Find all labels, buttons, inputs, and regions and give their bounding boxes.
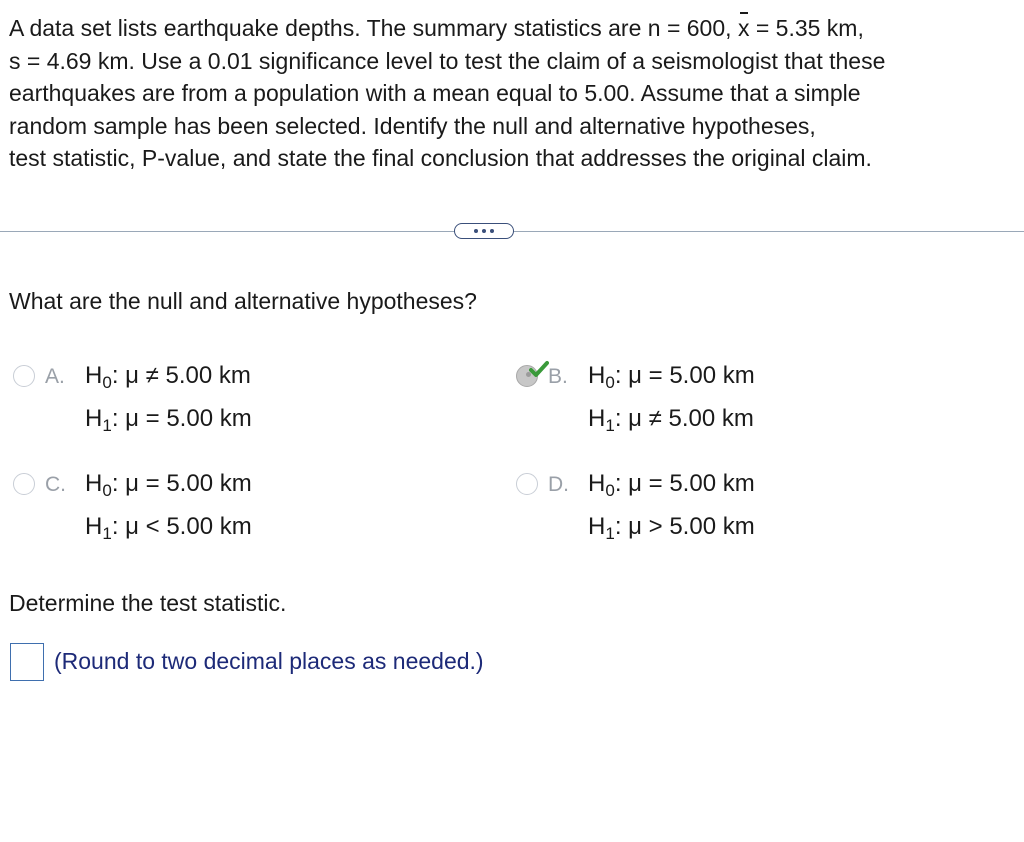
ellipsis-icon — [482, 229, 486, 233]
option-letter: B. — [548, 365, 568, 388]
rounding-hint: (Round to two decimal places as needed.) — [54, 648, 484, 674]
radio-button-a[interactable] — [13, 365, 35, 387]
option-letter: D. — [548, 473, 569, 496]
alternative-hypothesis: $H_1$: μ > 5.00 km — [588, 513, 755, 543]
determine-test-statistic-prompt: Determine the test statistic. — [9, 590, 287, 616]
null-hypothesis: $H_0$: μ = 5.00 km — [588, 362, 755, 392]
option-c[interactable] — [13, 470, 252, 548]
radio-button-d[interactable] — [516, 473, 538, 495]
problem-line-4: random sample has been selected. Identify the null and alternative hypotheses, — [9, 112, 816, 139]
problem-line-1: A data set lists earthquake depths. The summary statistics are n = 600, x = 5.35 km, — [9, 12, 1009, 45]
question-text: What are the null and alternative hypotheses? — [9, 288, 477, 314]
option-b[interactable] — [516, 362, 755, 440]
problem-line-2: s = 4.69 km. Use a 0.01 significance level to test the claim of a seismologist that these — [9, 47, 886, 74]
radio-button-b[interactable] — [516, 365, 538, 387]
radio-button-c[interactable] — [13, 473, 35, 495]
hypotheses — [588, 462, 755, 548]
hypotheses — [85, 462, 252, 548]
test-statistic-input[interactable] — [10, 643, 44, 681]
null-hypothesis: $H_0$: μ ≠ 5.00 km — [85, 362, 251, 392]
expand-more-button[interactable] — [454, 223, 514, 239]
ellipsis-icon — [490, 229, 494, 233]
hypotheses — [85, 354, 252, 440]
option-letter: A. — [45, 365, 65, 388]
problem-line-5: test statistic, P-value, and state the final conclusion that addresses the original claim. — [9, 145, 872, 171]
x-bar-symbol: x — [738, 12, 750, 45]
option-d[interactable] — [516, 470, 755, 548]
null-hypothesis: $H_0$: μ = 5.00 km — [588, 470, 755, 500]
null-hypothesis: $H_0$: μ = 5.00 km — [85, 470, 252, 500]
problem-line-3: earthquakes are from a population with a mean equal to 5.00. Assume that a simple — [9, 80, 861, 106]
alternative-hypothesis: $H_1$: μ < 5.00 km — [85, 513, 252, 543]
option-a[interactable] — [13, 362, 252, 440]
checkmark-icon — [529, 360, 549, 380]
option-letter: C. — [45, 473, 66, 496]
hypotheses — [588, 354, 755, 440]
ellipsis-icon — [474, 229, 478, 233]
alternative-hypothesis: $H_1$: μ ≠ 5.00 km — [588, 405, 754, 435]
problem-statement — [9, 12, 1009, 175]
alternative-hypothesis: $H_1$: μ = 5.00 km — [85, 405, 252, 435]
